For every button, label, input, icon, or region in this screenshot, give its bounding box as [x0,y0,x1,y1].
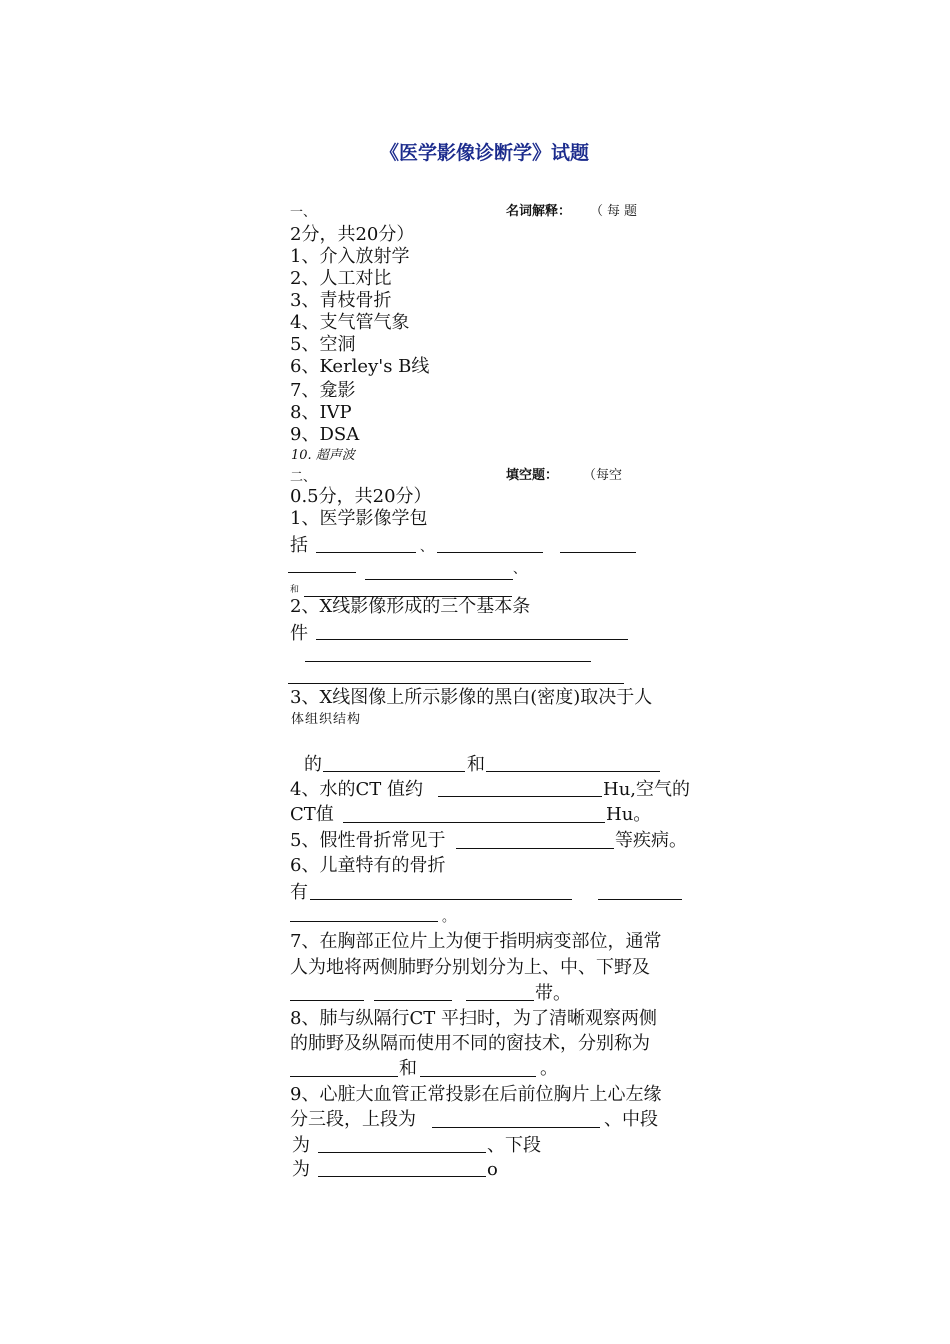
period: 。 [442,910,456,925]
question-7-text-cont: 人为地将两侧肺野分别划分为上、中、下野及 [290,957,650,978]
question-9-text: 9、心脏大血管正常投影在后前位胸片上心左缘 [290,1084,662,1105]
section2-number: 二、 [290,470,317,485]
question-3-text: 3、X线图像上所示影像的黑白(密度)取决于人 [290,687,653,708]
question-8-text-cont: 的肺野及纵隔而使用不同的窗技术，分别称为 [290,1033,650,1054]
answer-blank[interactable] [288,572,356,573]
answer-blank[interactable] [437,552,543,553]
section2-score: 0.5分，共20分） [290,486,432,507]
section1-heading: 名词解释： [506,204,572,219]
question-5-text: 5、假性骨折常见于 [290,830,446,851]
term-item: 10. 超声波 [291,448,355,463]
conjunction: 和 [290,585,300,595]
answer-blank[interactable] [288,683,624,684]
term-item: 1、介入放射学 [290,246,410,267]
answer-blank[interactable] [323,771,465,772]
answer-blank[interactable] [438,796,602,797]
answer-blank[interactable] [318,1152,486,1153]
question-7-text-end: 带。 [535,983,571,1004]
term-item: 2、人工对比 [290,268,392,289]
answer-blank[interactable] [420,1076,536,1077]
answer-blank[interactable] [466,1000,534,1001]
period: 。 [540,1058,558,1079]
question-1-text-cont: 括 [290,535,308,556]
page-title: 《医学影像诊断学》试题 [380,142,590,164]
question-3-text-de: 的 [304,754,322,775]
question-3-text-cont: 体组织结构 [291,712,362,727]
section2-heading: 填空题： [506,468,559,483]
term-item: 7、龛影 [290,380,356,401]
answer-blank[interactable] [598,899,682,900]
separator: 、 [420,540,434,555]
section1-note: （每题 [590,204,642,219]
question-1-text: 1、医学影像学包 [290,508,428,529]
answer-blank[interactable] [290,921,438,922]
question-4-unit2: Hu。 [606,804,652,825]
answer-blank[interactable] [318,1176,486,1177]
question-9-text-mid: 、中段 [604,1109,658,1130]
question-2-text: 2、X线影像形成的三个基本条 [290,596,531,617]
term-item: 5、空洞 [290,334,356,355]
term-item: 6、Kerley's B线 [290,356,430,377]
question-5-text-end: 等疾病。 [615,830,687,851]
question-4-text-cont: CT值 [290,804,334,825]
question-6-text: 6、儿童特有的骨折 [290,855,446,876]
term-item: 3、青枝骨折 [290,290,392,311]
question-9-text-wei: 为 [292,1135,310,1156]
answer-blank[interactable] [343,822,605,823]
answer-blank[interactable] [316,639,628,640]
term-item: 8、IVP [290,402,352,423]
question-8-text: 8、肺与纵隔行CT 平扫时，为了清晰观察两侧 [290,1008,657,1029]
answer-blank[interactable] [305,661,591,662]
section1-number: 一、 [290,205,317,220]
section2-note: （每空 [583,468,623,483]
question-4-unit: Hu,空气的 [603,779,691,800]
question-6-text-cont: 有 [290,882,308,903]
separator: 、 [513,562,527,577]
answer-blank[interactable] [486,771,660,772]
answer-blank[interactable] [310,899,572,900]
section1-score: 2分，共20分） [290,224,415,245]
question-9-text-wei2: 为 [292,1159,310,1180]
question-9-text-cont: 分三段，上段为 [290,1109,416,1130]
question-4-text: 4、水的CT 值约 [290,779,423,800]
question-2-text-cont: 件 [290,623,308,644]
answer-blank[interactable] [560,552,636,553]
question-9-end-mark: o [487,1159,498,1180]
answer-blank[interactable] [290,1000,364,1001]
answer-blank[interactable] [365,579,513,580]
answer-blank[interactable] [316,552,416,553]
question-3-text-he: 和 [467,754,485,775]
answer-blank[interactable] [456,848,614,849]
question-7-text: 7、在胸部正位片上为便于指明病变部位，通常 [290,931,662,952]
question-8-text-he: 和 [399,1058,417,1079]
term-item: 9、DSA [290,424,360,445]
question-9-text-low: 、下段 [487,1135,541,1156]
answer-blank[interactable] [374,1000,452,1001]
term-item: 4、支气管气象 [290,312,410,333]
answer-blank[interactable] [432,1127,600,1128]
answer-blank[interactable] [290,1076,398,1077]
